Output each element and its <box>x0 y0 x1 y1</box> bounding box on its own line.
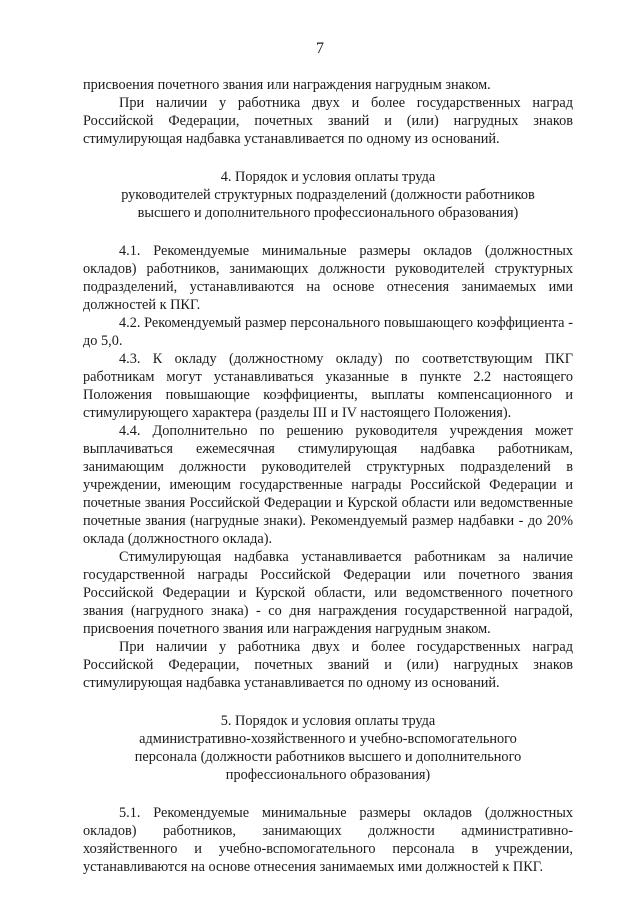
clause-4-3: 4.3. К окладу (должностному окладу) по соответствующим ПКГ работникам могут устанавливаться указанные в пункте 2.2 настоящего Положения повышающие коэффициенты, выплаты компенсационного и стимулирующего характера (разделы III и IV настоящего Положения). <box>83 351 573 421</box>
clause-4-2: 4.2. Рекомендуемый размер персонального повышающего коэффициента - до 5,0. <box>83 315 573 349</box>
section-5-title: 5. Порядок и условия оплаты труда <box>220 713 436 729</box>
paragraph-multiple-awards: При наличии у работника двух и более государственных наград Российской Федерации, почетных званий и (или) нагрудных знаков стимулирующая надбавка устанавливается по одному из оснований. <box>83 95 573 147</box>
section-5-subtitle: административно-хозяйственного и учебно-вспомогательного персонала (должности работников высшего и дополнительного профессионального образования) <box>134 731 522 783</box>
section-4-heading <box>83 168 573 222</box>
section-4-title: 4. Порядок и условия оплаты труда <box>220 169 436 185</box>
paragraph-continuation: присвоения почетного звания или награждения нагрудным знаком. <box>83 77 491 93</box>
page-number: 7 <box>316 40 324 57</box>
section-4-subtitle: руководителей структурных подразделений (должности работников высшего и дополнительного профессионального образования) <box>121 187 535 221</box>
paragraph-multiple-awards-2: При наличии у работника двух и более государственных наград Российской Федерации, почетных званий и (или) нагрудных знаков стимулирующая надбавка устанавливается по одному из оснований. <box>83 639 573 691</box>
clause-4-4: 4.4. Дополнительно по решению руководителя учреждения может выплачиваться ежемесячная стимулирующая надбавка работникам, занимающим должности руководителей структурных подразделений в учреждении, имеющим государственные награды Российской Федерации и почетные звания Российской Федерации и Курской области или ведомственные почетные звания (нагрудные знаки). Рекомендуемый размер надбавки - до 20% оклада (должностного оклада). <box>83 423 573 547</box>
paragraph-incentive-allowance: Стимулирующая надбавка устанавливается работникам за наличие государственной награды Российской Федерации или почетного звания Российской Федерации и Курской области, или ведомственного почетного звания (нагрудного знака) - со дня награждения государственной наградой, присвоения почетного звания или награждения нагрудным знаком. <box>83 549 573 637</box>
section-5-heading <box>83 712 573 784</box>
clause-4-1: 4.1. Рекомендуемые минимальные размеры окладов (должностных окладов) работников, занимающих должности руководителей структурных подразделений, устанавливаются на основе отнесения занимаемых ими должностей к ПКГ. <box>83 243 573 313</box>
document-body <box>83 76 573 876</box>
clause-5-1: 5.1. Рекомендуемые минимальные размеры окладов (должностных окладов) работников, занимающих должности административно-хозяйственного и учебно-вспомогательного персонала в учреждении, устанавливаются на основе отнесения занимаемых ими должностей к ПКГ. <box>83 805 573 875</box>
